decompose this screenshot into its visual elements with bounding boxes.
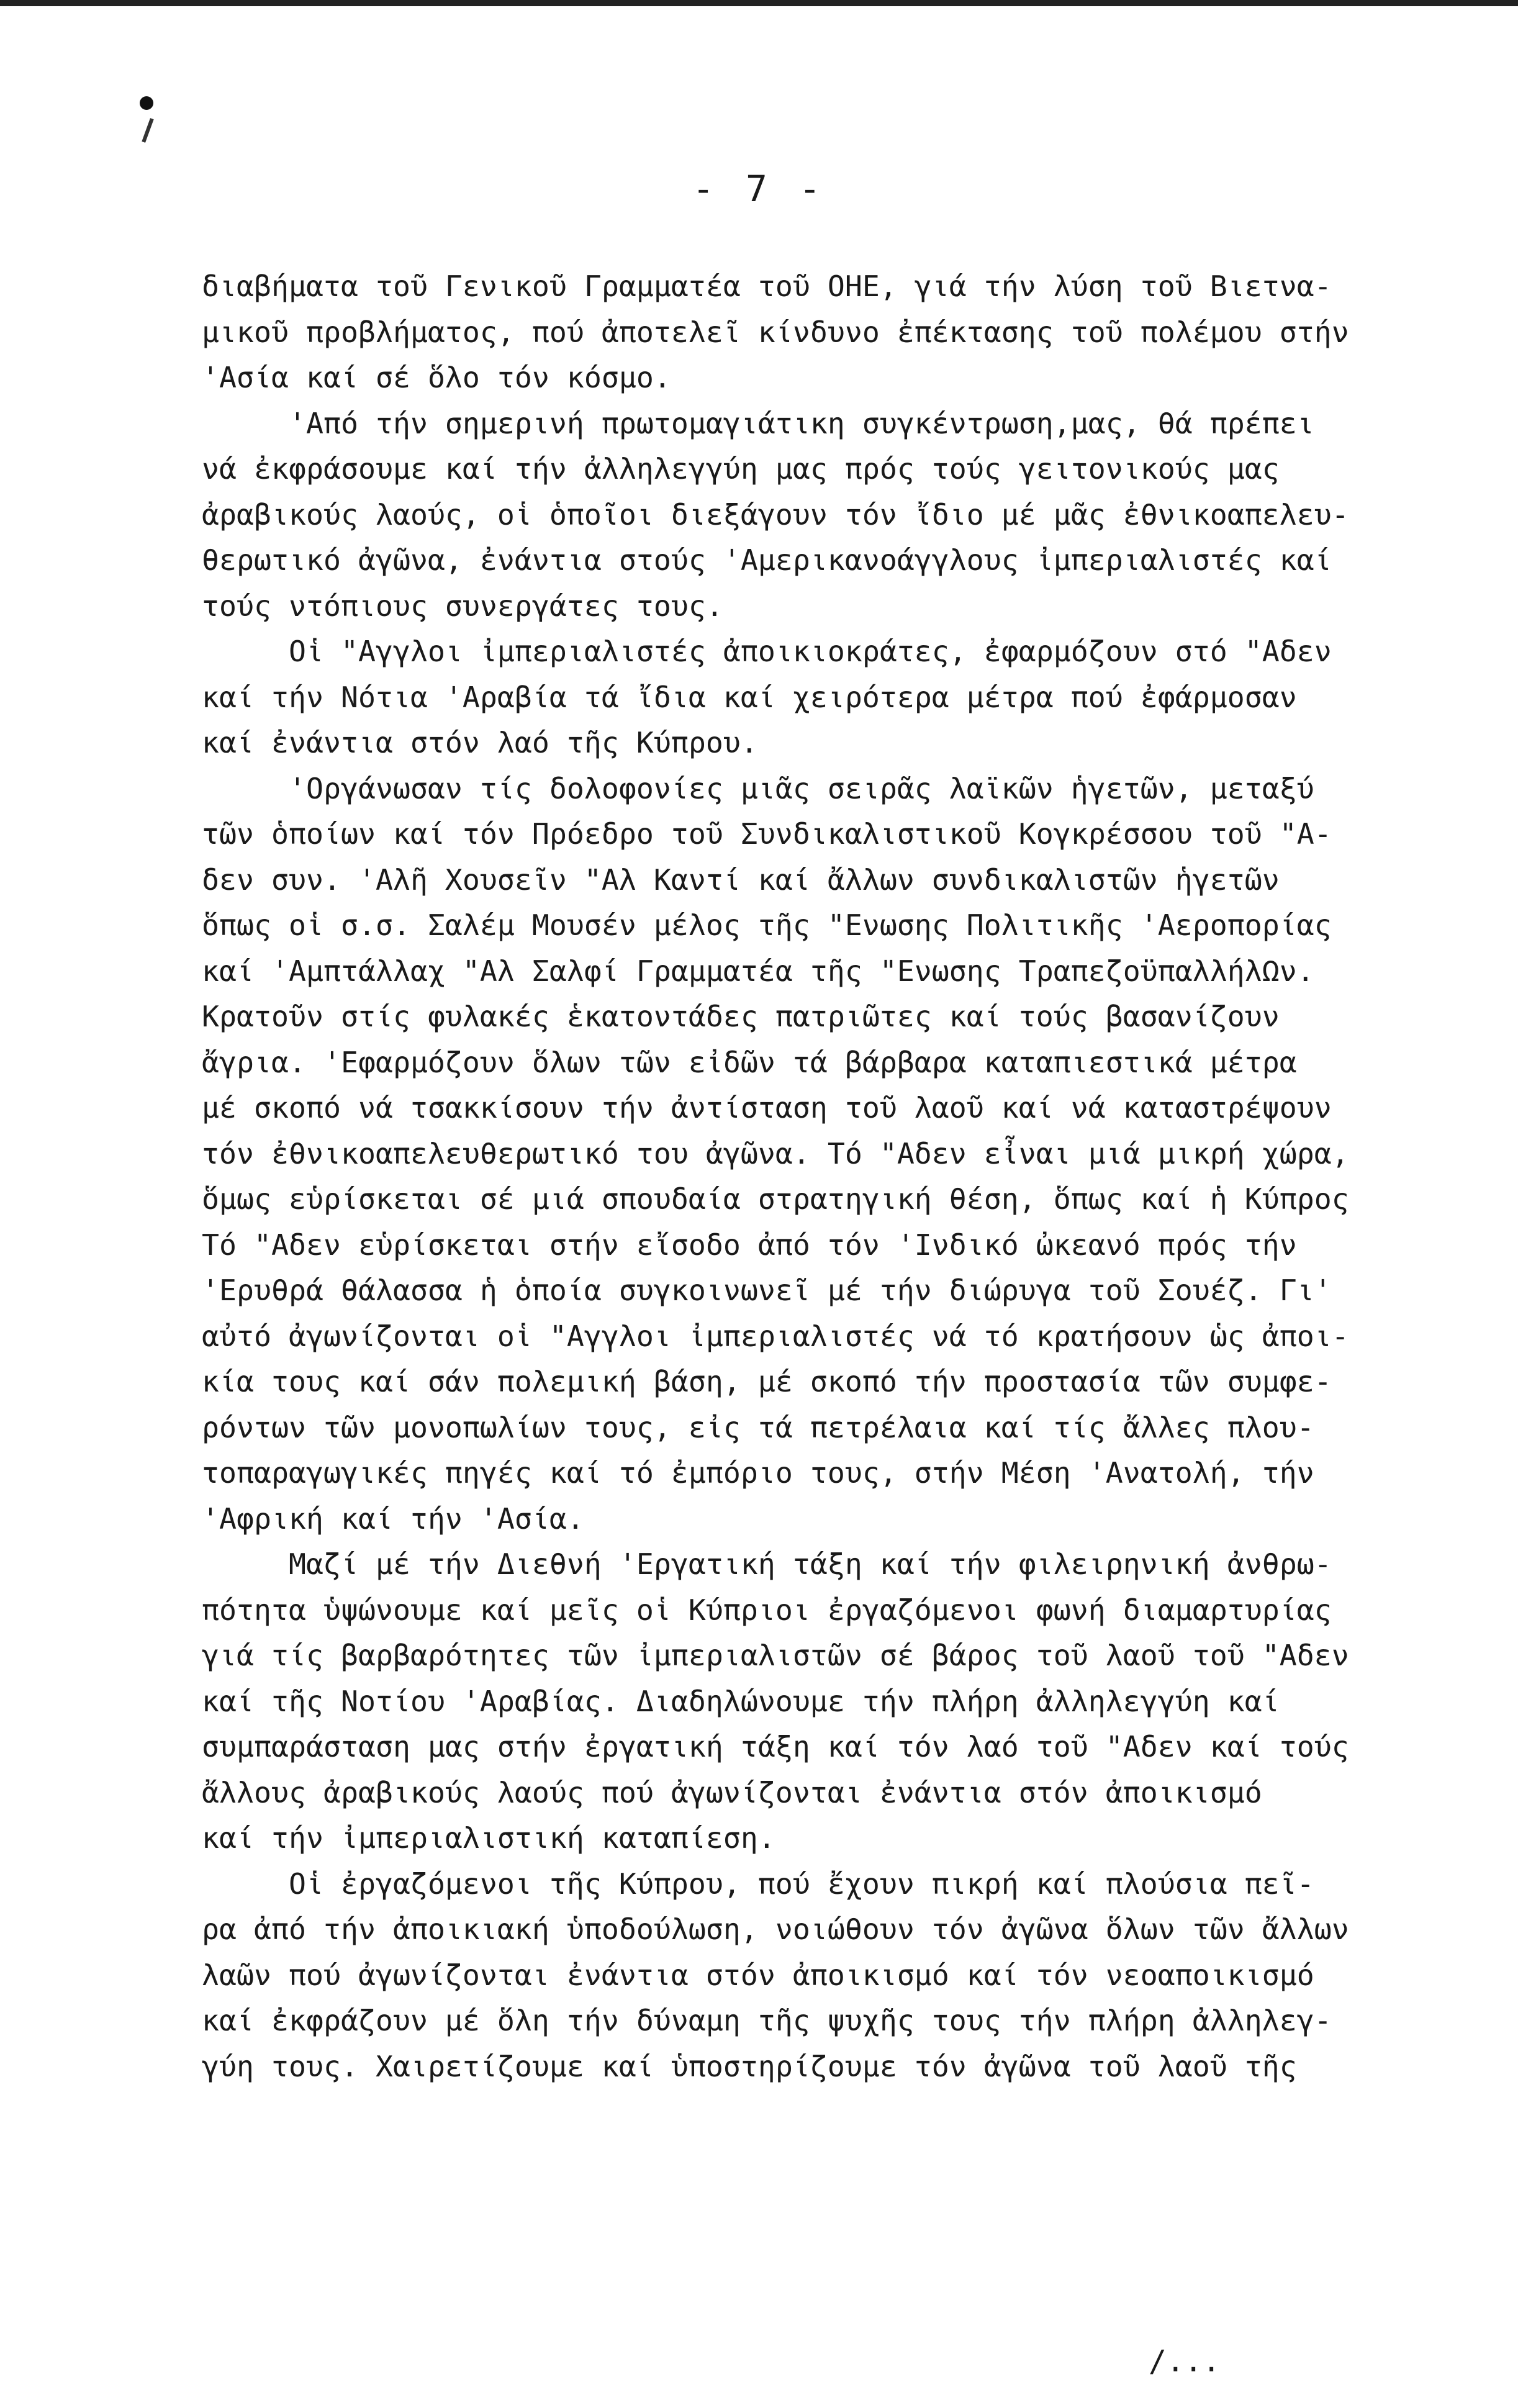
text-line: Τό "Αδεν εὑρίσκεται στήν εἴσοδο ἀπό τόν 'Ινδικό ὠκεανό πρός τήν	[202, 1228, 1297, 1262]
scan-top-edge	[0, 0, 1518, 6]
text-line: τῶν ὁποίων καί τόν Πρόεδρο τοῦ Συνδικαλιστικοῦ Κογκρέσσου τοῦ "Α-	[202, 817, 1332, 851]
text-line: μέ σκοπό νά τσακκίσουν τήν ἀντίσταση τοῦ λαοῦ καί νά καταστρέψουν	[202, 1091, 1332, 1125]
text-line: Οἱ ἐργαζόμενοι τῆς Κύπρου, πού ἔχουν πικρή καί πλούσια πεῖ-	[202, 1867, 1314, 1901]
text-line: 'Οργάνωσαν τίς δολοφονίες μιᾶς σειρᾶς λαϊκῶν ἡγετῶν, μεταξύ	[202, 771, 1314, 805]
ink-stroke	[142, 118, 153, 143]
text-line: μικοῦ προβλήματος, πού ἀποτελεῖ κίνδυνο ἐπέκτασης τοῦ πολέμου στήν	[202, 315, 1349, 349]
text-line: αὐτό ἀγωνίζονται οἱ "Αγγλοι ἰμπεριαλιστές νά τό κρατήσουν ὡς ἀποι-	[202, 1319, 1349, 1353]
text-line: καί ἐκφράζουν μέ ὅλη τήν δύναμη τῆς ψυχῆς τους τήν πλήρη ἀλληλεγ-	[202, 2004, 1332, 2037]
text-line: τόν ἐθνικοαπελευθερωτικό του ἀγῶνα. Τό "Αδεν εἶναι μιά μικρή χώρα,	[202, 1136, 1349, 1170]
document-body	[202, 264, 1475, 2089]
text-line: τοπαραγωγικές πηγές καί τό ἐμπόριο τους, στήν Μέση 'Ανατολή, τήν	[202, 1456, 1314, 1490]
text-line: δεν συν. 'Αλῆ Χουσεῖν "Αλ Καντί καί ἄλλων συνδικαλιστῶν ἡγετῶν	[202, 862, 1280, 897]
text-line: 'Ασία καί σέ ὅλο τόν κόσμο.	[202, 361, 671, 394]
text-line: γύη τους. Χαιρετίζουμε καί ὑποστηρίζουμε τόν ἀγῶνα τοῦ λαοῦ τῆς	[202, 2049, 1297, 2083]
text-line: ὅπως οἱ σ.σ. Σαλέμ Μουσέν μέλος τῆς "Ενωσης Πολιτικῆς 'Αεροπορίας	[202, 908, 1332, 942]
text-line: λαῶν πού ἀγωνίζονται ἐνάντια στόν ἀποικισμό καί τόν νεοαποικισμό	[202, 1958, 1314, 1992]
text-line: Μαζί μέ τήν Διεθνή 'Εργατική τάξη καί τήν φιλειρηνική ἀνθρω-	[202, 1547, 1332, 1581]
text-line: καί τῆς Νοτίου 'Αραβίας. Διαδηλώνουμε τήν πλήρη ἀλληλεγγύη καί	[202, 1684, 1280, 1718]
text-line: ρόντων τῶν μονοπωλίων τους, εἰς τά πετρέλαια καί τίς ἄλλες πλου-	[202, 1410, 1314, 1444]
text-line: καί ἐνάντια στόν λαό τῆς Κύπρου.	[202, 726, 758, 759]
continuation-mark: /...	[1149, 2344, 1221, 2379]
text-line: καί τήν ἰμπεριαλιστική καταπίεση.	[202, 1821, 775, 1855]
text-line: ἄγρια. 'Εφαρμόζουν ὅλων τῶν εἰδῶν τά βάρβαρα καταπιεστικά μέτρα	[202, 1045, 1297, 1079]
text-line: ὅμως εὑρίσκεται σέ μιά σπουδαία στρατηγική θέση, ὅπως καί ἡ Κύπρος	[202, 1182, 1349, 1216]
text-line: ρα ἀπό τήν ἀποικιακή ὑποδούλωση, νοιώθουν τόν ἀγῶνα ὅλων τῶν ἄλλων	[202, 1912, 1349, 1946]
page-number: - 7 -	[692, 168, 826, 210]
text-line: πότητα ὑψώνουμε καί μεῖς οἱ Κύπριοι ἐργαζόμενοι φωνή διαμαρτυρίας	[202, 1593, 1332, 1627]
text-line: νά ἐκφράσουμε καί τήν ἀλληλεγγύη μας πρός τούς γειτονικούς μας	[202, 452, 1280, 486]
text-line: 'Από τήν σημερινή πρωτομαγιάτικη συγκέντρωση,μας, θά πρέπει	[202, 406, 1314, 440]
text-line: γιά τίς βαρβαρότητες τῶν ἰμπεριαλιστῶν σέ βάρος τοῦ λαοῦ τοῦ "Αδεν	[202, 1639, 1349, 1672]
text-line: θερωτικό ἀγῶνα, ἐνάντια στούς 'Αμερικανοάγγλους ἰμπεριαλιστές καί	[202, 543, 1332, 577]
text-line: 'Αφρική καί τήν 'Ασία.	[202, 1501, 584, 1536]
text-line: κία τους καί σάν πολεμική βάση, μέ σκοπό τήν προστασία τῶν συμφε-	[202, 1365, 1332, 1398]
text-line: καί 'Αμπτάλλαχ "Αλ Σαλφί Γραμματέα τῆς "Ενωσης ΤραπεζοϋπαλλήλΩν.	[202, 954, 1314, 988]
text-line: τούς ντόπιους συνεργάτες τους.	[202, 589, 723, 623]
text-line: καί τήν Νότια 'Αραβία τά ἴδια καί χειρότερα μέτρα πού ἐφάρμοσαν	[202, 680, 1297, 714]
ink-blot	[140, 96, 153, 110]
text-line: Οἱ "Αγγλοι ἰμπεριαλιστές ἀποικιοκράτες, ἐφαρμόζουν στό "Αδεν	[202, 635, 1332, 668]
text-line: συμπαράσταση μας στήν ἐργατική τάξη καί τόν λαό τοῦ "Αδεν καί τούς	[202, 1730, 1349, 1763]
text-line: ἀραβικούς λαούς, οἱ ὁποῖοι διεξάγουν τόν ἴδιο μέ μᾶς ἐθνικοαπελευ-	[202, 497, 1349, 532]
text-line: Κρατοῦν στίς φυλακές ἑκατοντάδες πατριῶτες καί τούς βασανίζουν	[202, 1000, 1280, 1033]
text-line: 'Ερυθρά θάλασσα ἡ ὁποία συγκοινωνεῖ μέ τήν διώρυγα τοῦ Σουέζ. Γι'	[202, 1274, 1332, 1307]
text-line: ἄλλους ἀραβικούς λαούς πού ἀγωνίζονται ἐνάντια στόν ἀποικισμό	[202, 1775, 1262, 1809]
text-line: διαβήματα τοῦ Γενικοῦ Γραμματέα τοῦ ΟΗΕ, γιά τήν λύση τοῦ Βιετνα-	[202, 269, 1332, 303]
